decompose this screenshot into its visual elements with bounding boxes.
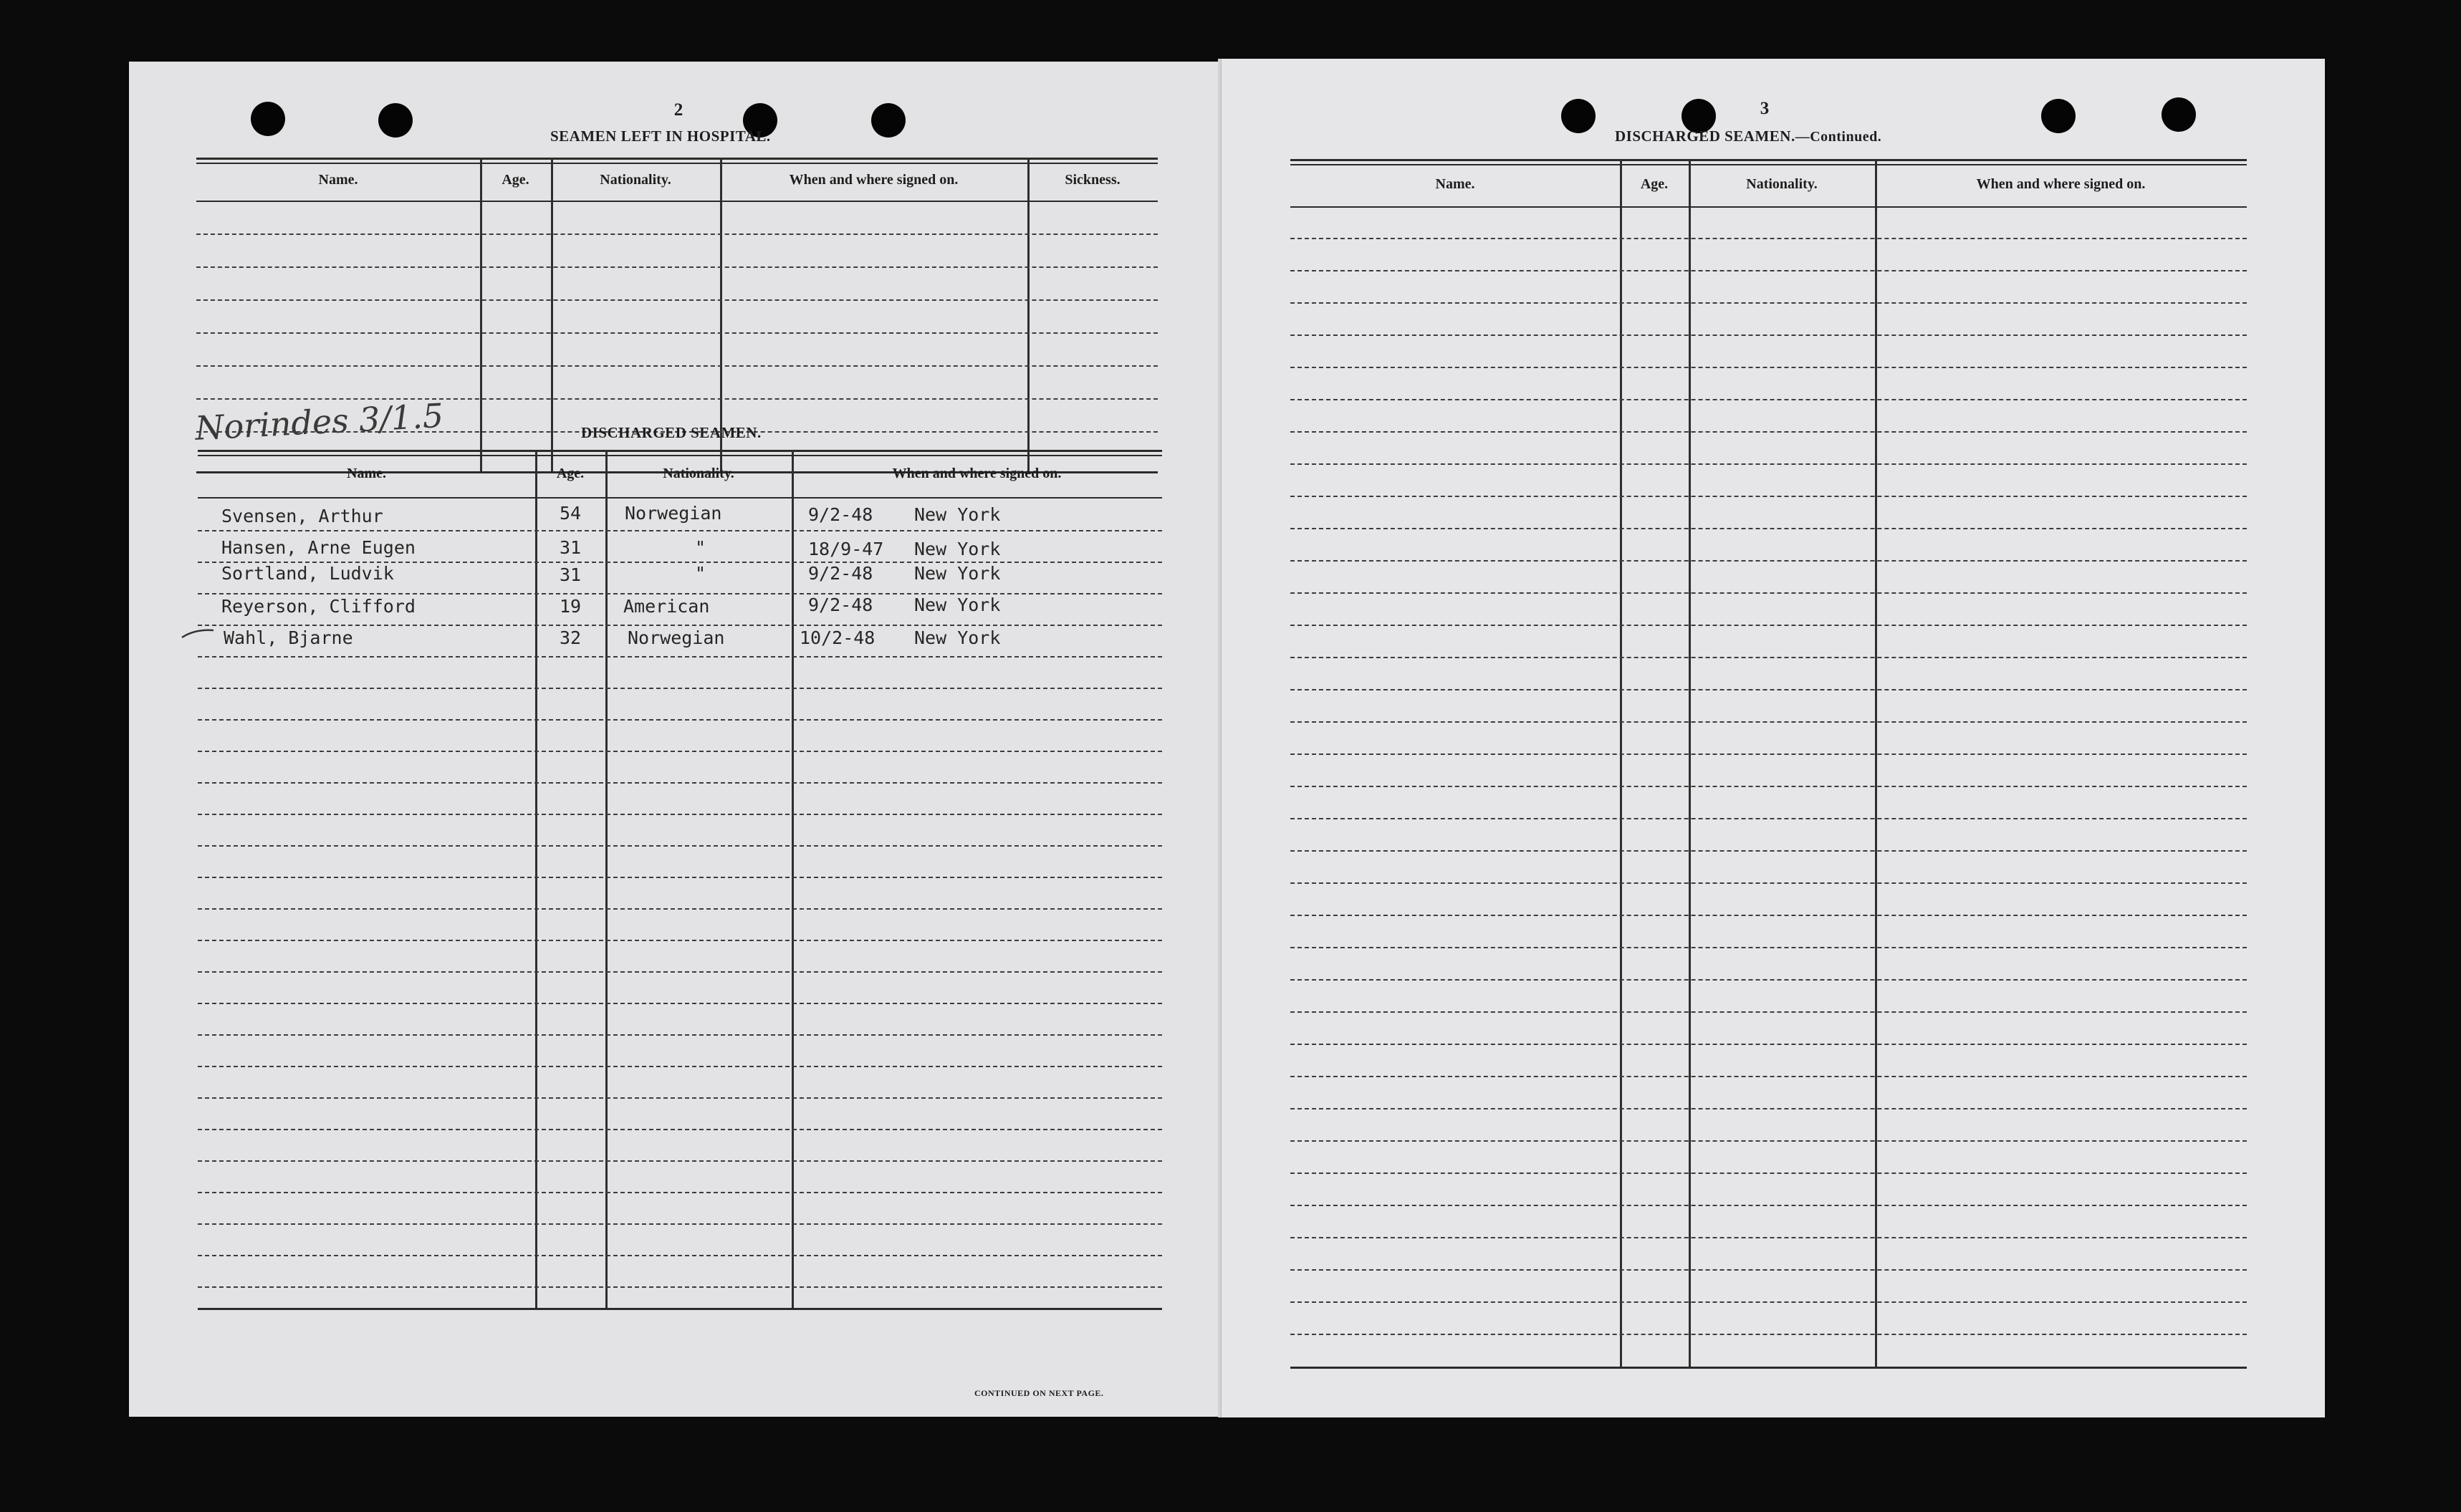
ruled-line bbox=[1290, 302, 2247, 304]
seaman-age: 32 bbox=[560, 627, 582, 648]
discharged-section-title: DISCHARGED SEAMEN. bbox=[581, 424, 762, 441]
column-divider bbox=[1027, 158, 1030, 473]
signed-date: 18/9-47 bbox=[808, 539, 884, 559]
margin-arrow-mark bbox=[181, 625, 216, 642]
ruled-line bbox=[1290, 1237, 2247, 1238]
ruled-line bbox=[198, 814, 1162, 815]
ruled-line bbox=[1290, 689, 2247, 690]
ruled-line bbox=[198, 1066, 1162, 1067]
column-header-age: Age. bbox=[1640, 176, 1669, 192]
signed-place: New York bbox=[914, 594, 1001, 615]
signed-date: 9/2-48 bbox=[808, 504, 873, 525]
discharged-continued-table bbox=[1290, 159, 2247, 1385]
seaman-age: 31 bbox=[560, 537, 582, 558]
ruled-line bbox=[1290, 1108, 2247, 1109]
seaman-age: 54 bbox=[560, 503, 582, 524]
seaman-nationality: " bbox=[695, 563, 706, 584]
ruled-line bbox=[1290, 882, 2247, 884]
column-header-nationality: Nationality. bbox=[1746, 176, 1818, 192]
ruled-line bbox=[1290, 850, 2247, 852]
signed-place: New York bbox=[914, 563, 1001, 584]
ruled-line bbox=[198, 940, 1162, 941]
hospital-section-title: SEAMEN LEFT IN HOSPITAL. bbox=[550, 127, 771, 145]
seaman-age: 19 bbox=[560, 596, 582, 617]
column-header-name: Name. bbox=[347, 466, 386, 481]
column-header-name: Name. bbox=[318, 172, 358, 188]
ruled-line bbox=[198, 877, 1162, 878]
ruled-line bbox=[196, 398, 1158, 400]
punch-hole bbox=[871, 103, 906, 138]
signed-place: New York bbox=[914, 539, 1001, 559]
ruled-line bbox=[1290, 1011, 2247, 1013]
ruled-line bbox=[196, 299, 1158, 301]
ruled-line bbox=[1290, 915, 2247, 916]
ruled-line bbox=[1290, 1076, 2247, 1077]
column-header-signed-on: When and where signed on. bbox=[1976, 176, 2146, 192]
header-rule bbox=[1290, 206, 2247, 208]
seaman-name: Wahl, Bjarne bbox=[224, 627, 353, 648]
right-page bbox=[1222, 59, 2325, 1417]
ruled-line bbox=[198, 1286, 1162, 1288]
ruled-line bbox=[1290, 431, 2247, 433]
column-divider bbox=[1875, 159, 1877, 1368]
punch-hole bbox=[2162, 97, 2196, 132]
ruled-line bbox=[198, 1160, 1162, 1162]
ruled-line bbox=[1290, 1140, 2247, 1142]
column-divider bbox=[1689, 159, 1691, 1368]
ruled-line bbox=[1290, 1334, 2247, 1335]
ruled-line bbox=[1290, 270, 2247, 271]
section-title-text: DISCHARGED SEAMEN. bbox=[1615, 127, 1795, 145]
ruled-line bbox=[1290, 786, 2247, 787]
discharged-continued-title bbox=[1615, 127, 1881, 145]
punch-hole bbox=[378, 103, 413, 138]
ruled-line bbox=[198, 845, 1162, 847]
ruled-line bbox=[1290, 1301, 2247, 1303]
ruled-line bbox=[1290, 657, 2247, 658]
column-header-nationality: Nationality. bbox=[663, 466, 734, 481]
ruled-line bbox=[198, 1034, 1162, 1036]
column-header-sickness: Sickness. bbox=[1065, 172, 1121, 188]
ruled-line bbox=[1290, 238, 2247, 239]
column-divider bbox=[605, 450, 608, 1309]
column-divider bbox=[535, 450, 537, 1309]
table-bottom-rule bbox=[1290, 1367, 2247, 1369]
handwritten-note: Norindes 3/1.5 bbox=[193, 395, 445, 448]
signed-date: 10/2-48 bbox=[800, 627, 875, 648]
page-number: 2 bbox=[673, 100, 683, 120]
column-divider bbox=[480, 158, 482, 473]
ruled-line bbox=[1290, 1269, 2247, 1271]
ruled-line bbox=[1290, 1044, 2247, 1045]
header-rule bbox=[196, 201, 1158, 202]
signed-place: New York bbox=[914, 627, 1001, 648]
ruled-line bbox=[198, 971, 1162, 973]
ruled-line bbox=[198, 1192, 1162, 1193]
ruled-line bbox=[196, 332, 1158, 334]
seaman-age: 31 bbox=[560, 564, 582, 585]
ruled-line bbox=[1290, 625, 2247, 626]
seaman-nationality: Norwegian bbox=[628, 627, 725, 648]
ruled-line bbox=[1290, 463, 2247, 465]
table-top-rule bbox=[1290, 164, 2247, 165]
ruled-line bbox=[196, 233, 1158, 235]
signed-place: New York bbox=[914, 504, 1001, 525]
ruled-line bbox=[198, 593, 1162, 594]
table-top-rule bbox=[196, 158, 1158, 160]
ruled-line bbox=[198, 1003, 1162, 1004]
ruled-line bbox=[198, 656, 1162, 658]
table-top-rule bbox=[1290, 159, 2247, 161]
ruled-line bbox=[1290, 496, 2247, 497]
ruled-line bbox=[198, 625, 1162, 626]
signed-date: 9/2-48 bbox=[808, 563, 873, 584]
seaman-name: Hansen, Arne Eugen bbox=[221, 537, 416, 558]
discharged-table bbox=[198, 450, 1162, 1381]
section-title-suffix: —Continued. bbox=[1795, 129, 1882, 145]
table-top-rule bbox=[196, 163, 1158, 164]
seaman-name: Sortland, Ludvik bbox=[221, 563, 394, 584]
punch-hole bbox=[2041, 99, 2076, 133]
ruled-line bbox=[196, 266, 1158, 268]
ruled-line bbox=[198, 719, 1162, 721]
column-header-signed-on: When and where signed on. bbox=[892, 466, 1062, 481]
column-header-signed-on: When and where signed on. bbox=[789, 172, 959, 188]
ruled-line bbox=[198, 782, 1162, 784]
ruled-line bbox=[198, 688, 1162, 689]
table-top-rule bbox=[198, 450, 1162, 452]
ruled-line bbox=[1290, 1172, 2247, 1174]
ruled-line bbox=[198, 1223, 1162, 1225]
ruled-line bbox=[196, 365, 1158, 367]
seaman-name: Reyerson, Clifford bbox=[221, 596, 416, 617]
seaman-nationality: " bbox=[695, 537, 706, 558]
column-divider bbox=[792, 450, 794, 1309]
punch-hole bbox=[1561, 99, 1596, 133]
column-divider bbox=[551, 158, 553, 473]
column-header-name: Name. bbox=[1435, 176, 1475, 192]
ruled-line bbox=[1290, 528, 2247, 529]
ruled-line bbox=[198, 1097, 1162, 1099]
ruled-line bbox=[1290, 367, 2247, 368]
ruled-line bbox=[1290, 753, 2247, 755]
ruled-line bbox=[1290, 560, 2247, 562]
ruled-line bbox=[198, 908, 1162, 910]
ruled-line bbox=[198, 751, 1162, 752]
seaman-name: Svensen, Arthur bbox=[221, 506, 383, 526]
column-header-age: Age. bbox=[502, 172, 529, 188]
ruled-line bbox=[1290, 979, 2247, 981]
table-top-rule bbox=[198, 455, 1162, 456]
ruled-line bbox=[1290, 334, 2247, 336]
ruled-line bbox=[198, 1255, 1162, 1256]
ruled-line bbox=[1290, 399, 2247, 400]
ruled-line bbox=[198, 1129, 1162, 1130]
ruled-line bbox=[1290, 721, 2247, 723]
seaman-nationality: Norwegian bbox=[625, 503, 722, 524]
ruled-line bbox=[1290, 592, 2247, 594]
header-rule bbox=[198, 497, 1162, 499]
column-header-nationality: Nationality. bbox=[600, 172, 671, 188]
signed-date: 9/2-48 bbox=[808, 594, 873, 615]
column-header-age: Age. bbox=[556, 466, 585, 481]
page-number: 3 bbox=[1760, 99, 1770, 118]
ruled-line bbox=[1290, 818, 2247, 819]
column-divider bbox=[1620, 159, 1622, 1368]
punch-hole bbox=[251, 102, 285, 136]
ruled-line bbox=[1290, 1205, 2247, 1206]
table-bottom-rule bbox=[198, 1308, 1162, 1310]
left-page bbox=[129, 62, 1236, 1417]
seaman-nationality: American bbox=[623, 596, 710, 617]
ruled-line bbox=[198, 530, 1162, 531]
ruled-line bbox=[1290, 947, 2247, 948]
continued-footer: CONTINUED ON NEXT PAGE. bbox=[974, 1388, 1104, 1398]
